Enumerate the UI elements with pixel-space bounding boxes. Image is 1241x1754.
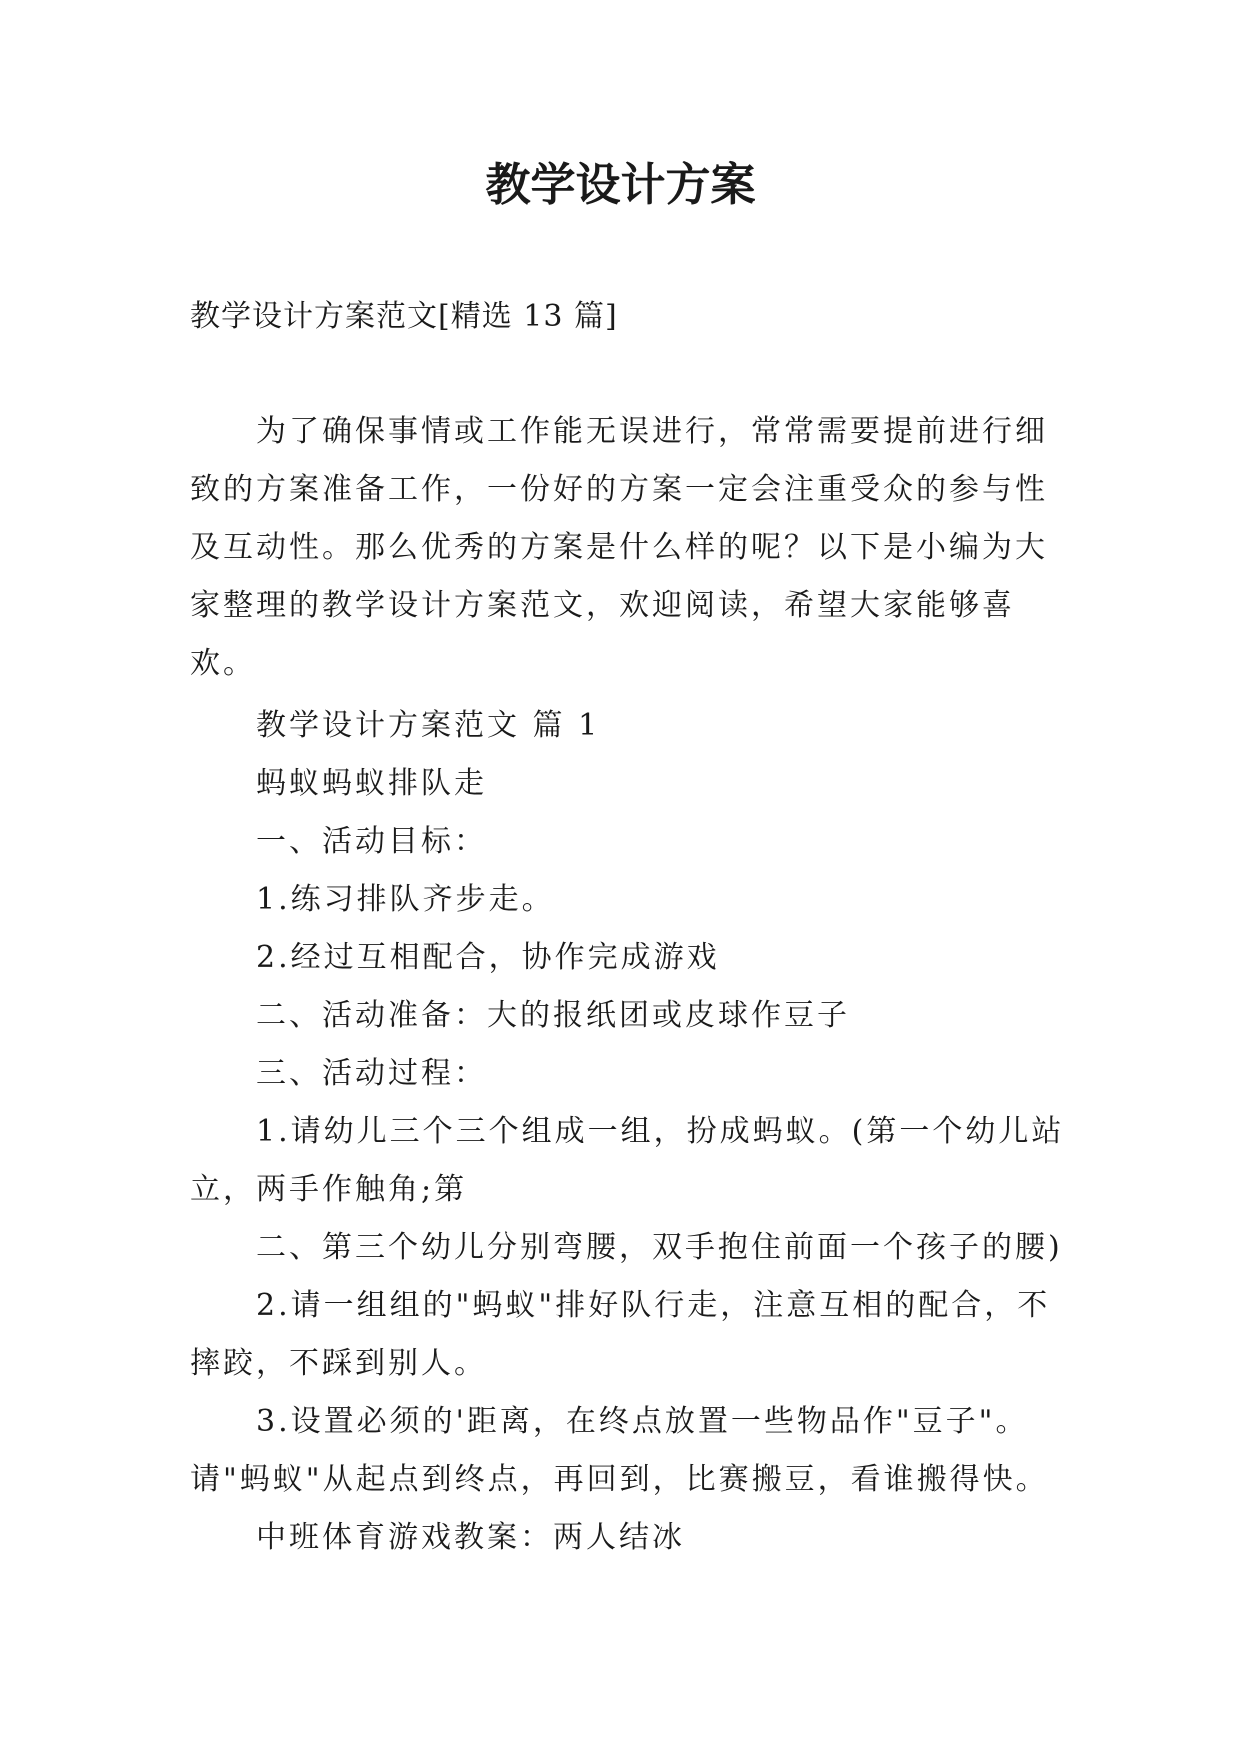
paragraph: 3.设置必须的'距离，在终点放置一些物品作"豆子"。请"蚂蚁"从起点到终点，再回到，比赛搬豆，看谁搬得快。: [190, 1404, 1049, 1497]
paragraph: 1.请幼儿三个三个组成一组，扮成蚂蚁。(第一个幼儿站立，两手作触角;第: [190, 1114, 1065, 1207]
document-title: 教学设计方案: [485, 158, 756, 211]
paragraph: 二、第三个幼儿分别弯腰，双手抱住前面一个孩子的腰): [256, 1230, 1063, 1265]
paragraph: 1.练习排队齐步走。: [256, 882, 555, 917]
intro-paragraph: 为了确保事情或工作能无误进行，常常需要提前进行细致的方案准备工作，一份好的方案一定会注重受众的参与性及互动性。那么优秀的方案是什么样的呢？以下是小编为大家整理的教学设计方案范文，欢迎阅读，希望大家能够喜欢。: [190, 414, 1048, 681]
document-subtitle: 教学设计方案范文[精选 13 篇]: [190, 299, 618, 334]
paragraph: 中班体育游戏教案：两人结冰: [256, 1520, 685, 1555]
paragraph: 一、活动目标：: [256, 824, 487, 859]
paragraph: 2.经过互相配合，协作完成游戏: [256, 940, 720, 975]
paragraph: 2.请一组组的"蚂蚁"排好队行走，注意互相的配合，不摔跤，不踩到别人。: [190, 1288, 1051, 1381]
paragraph: 二、活动准备：大的报纸团或皮球作豆子: [256, 998, 850, 1033]
paragraph: 三、活动过程：: [256, 1056, 487, 1091]
article-section: [190, 697, 1068, 1567]
section-heading: 教学设计方案范文 篇 1: [256, 708, 601, 743]
activity-title: 蚂蚁蚂蚁排队走: [256, 766, 487, 801]
